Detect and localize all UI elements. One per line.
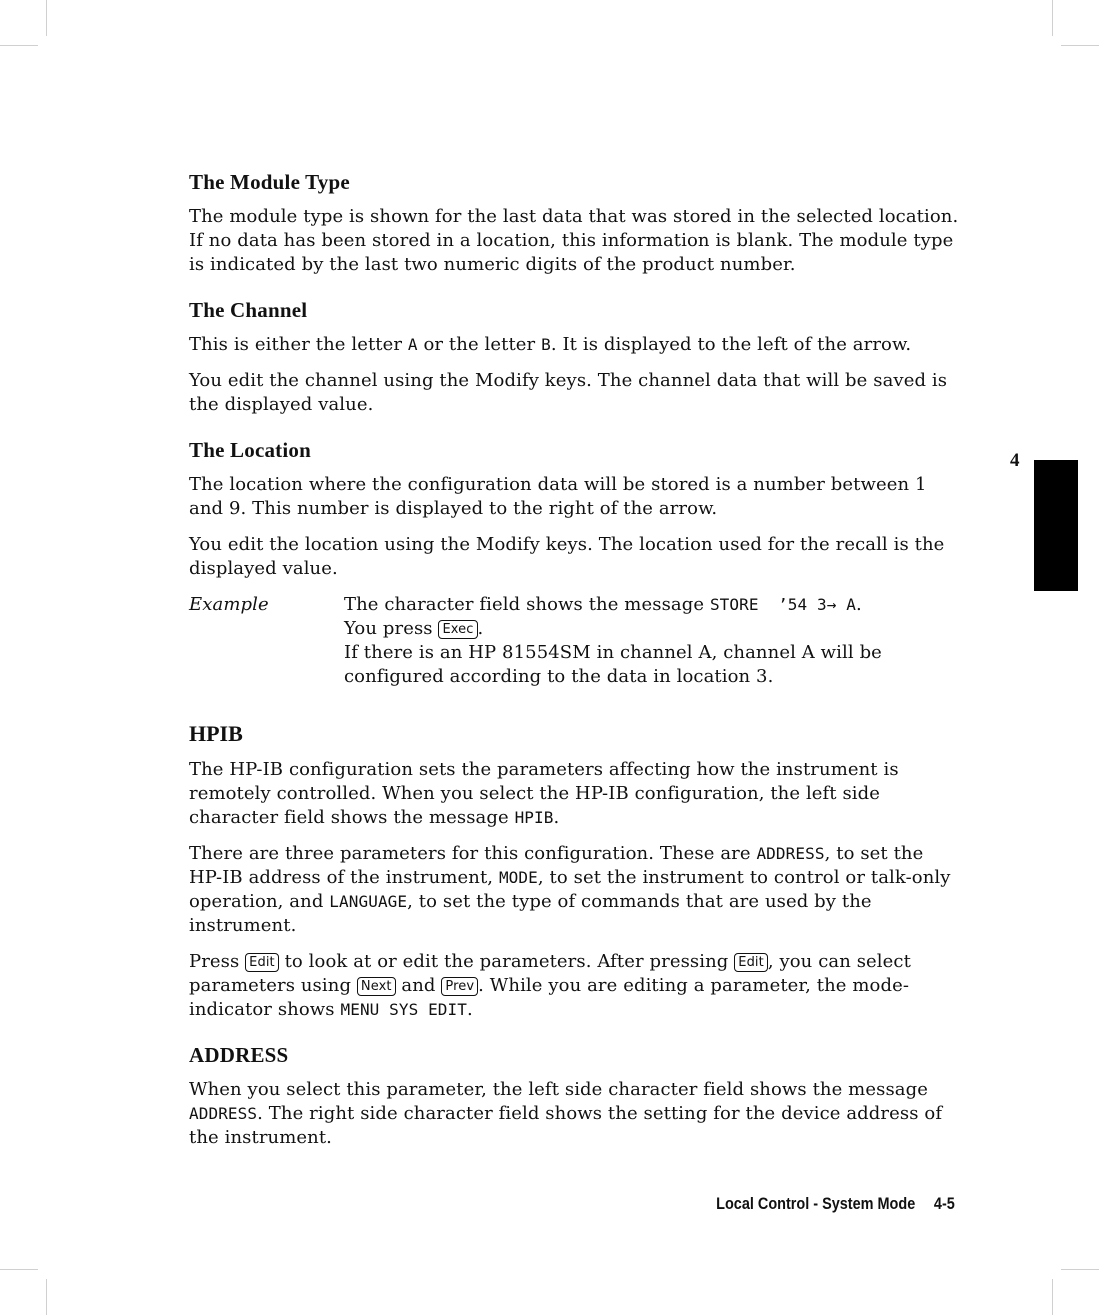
code-text: LANGUAGE — [329, 892, 408, 911]
hpib-paragraph-1: The HP-IB configuration sets the parameters affecting how the instrument is remotely controlled. When you select the HP-IB configuration, the left side character field shows the message HPIB. — [189, 759, 899, 828]
page-content — [189, 168, 959, 1150]
example-line-3: If there is an HP 81554SM in channel A, channel A will be configured according to the data in location 3. — [344, 642, 882, 687]
hpib-paragraph-2: There are three parameters for this configuration. These are ADDRESS, to set the HP-IB address of the instrument, MODE, to set the instrument to control or talk-only operation, and LANGUAGE, to set the type of commands that are used by the instrument. — [189, 843, 951, 936]
example-line-2: You press Exec . — [344, 618, 484, 639]
crop-mark — [0, 45, 38, 46]
page-footer — [716, 1194, 955, 1214]
module-type-heading: The Module Type — [189, 170, 350, 194]
exec-key: Exec — [438, 620, 477, 639]
code-text: B — [541, 335, 551, 354]
crop-mark — [46, 1279, 47, 1315]
code-text: ADDRESS — [189, 1104, 258, 1123]
prev-key: Prev — [441, 977, 478, 996]
channel-heading: The Channel — [189, 298, 308, 322]
chapter-number: 4 — [1010, 450, 1020, 471]
example-line-1: The character field shows the message STORE ’54 3→ A. — [344, 594, 862, 615]
hpib-heading: HPIB — [189, 721, 243, 746]
page-number: 4-5 — [934, 1194, 955, 1213]
code-text: A — [407, 335, 418, 354]
address-heading: ADDRESS — [189, 1043, 289, 1067]
crop-mark — [1061, 45, 1099, 46]
code-text: STORE ’54 3→ A — [709, 595, 856, 614]
location-heading: The Location — [189, 438, 311, 462]
crop-mark — [0, 1269, 38, 1270]
footer-title: Local Control - System Mode — [716, 1194, 916, 1213]
code-text: ADDRESS — [756, 844, 825, 863]
code-text: MODE — [498, 868, 538, 887]
crop-mark — [1052, 0, 1053, 36]
edit-key: Edit — [245, 953, 279, 972]
channel-paragraph-1: This is either the letter A or the letter B. It is displayed to the left of the arrow. — [189, 334, 912, 355]
crop-mark — [46, 0, 47, 36]
example-block — [189, 593, 959, 689]
crop-mark — [1061, 1269, 1099, 1270]
example-label: Example — [189, 594, 269, 615]
channel-paragraph-2: You edit the channel using the Modify keys. The channel data that will be saved is the displayed value. — [189, 370, 948, 415]
chapter-tab — [1034, 460, 1078, 591]
next-key: Next — [357, 977, 396, 996]
crop-mark — [1052, 1279, 1053, 1315]
example-body — [344, 593, 959, 689]
code-text: HPIB — [514, 808, 554, 827]
address-paragraph: When you select this parameter, the left side character field shows the message ADDRESS. The right side character field shows the setting for the device address of the instrument. — [189, 1079, 943, 1148]
code-text: MENU SYS EDIT — [340, 1000, 468, 1019]
edit-key: Edit — [734, 953, 768, 972]
location-paragraph-2: You edit the location using the Modify keys. The location used for the recall is the displayed value. — [189, 534, 945, 579]
module-type-paragraph: The module type is shown for the last data that was stored in the selected location. If no data has been stored in a location, this information is blank. The module type is indicated by the last two numeric digits of the product number. — [189, 206, 959, 275]
hpib-paragraph-3: Press Edit to look at or edit the parameters. After pressing Edit , you can select parameters using Next and Prev . While you are editing a parameter, the mode-indicator shows MENU SYS EDIT. — [189, 951, 911, 1020]
location-paragraph-1: The location where the configuration data will be stored is a number between 1 and 9. This number is displayed to the right of the arrow. — [189, 474, 927, 519]
